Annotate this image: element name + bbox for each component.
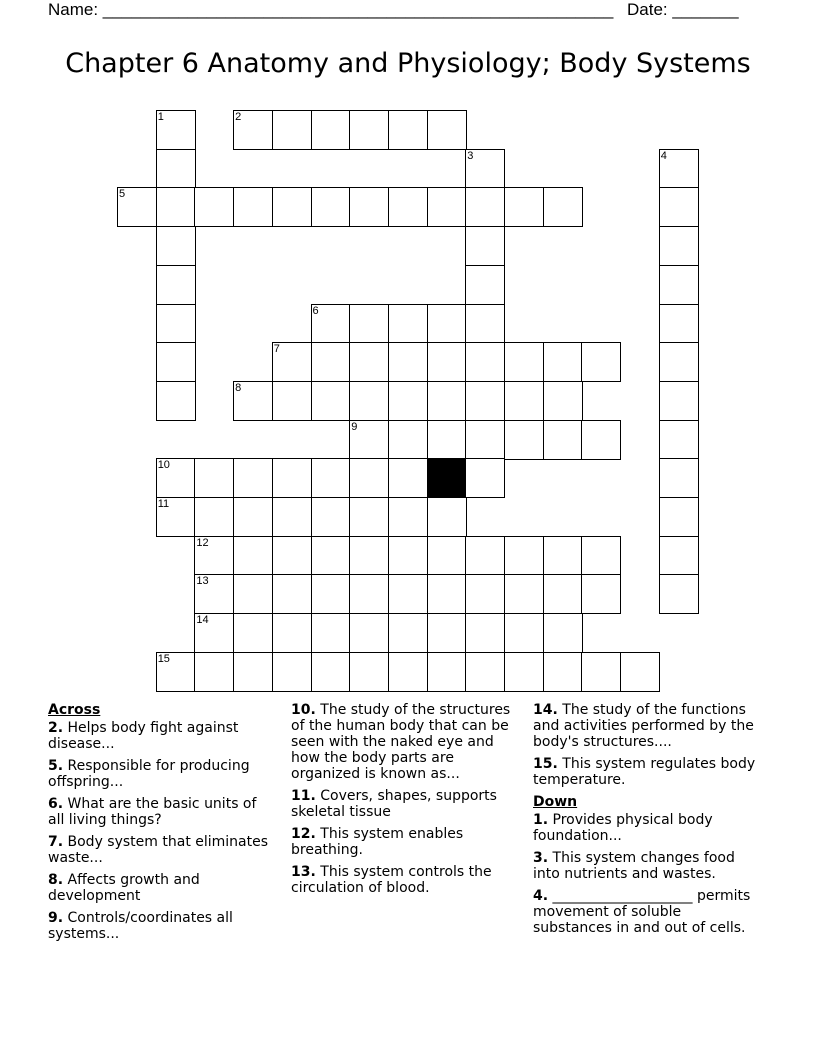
across-heading: Across [48, 702, 101, 718]
grid-cell[interactable] [581, 420, 621, 460]
grid-cell[interactable] [388, 420, 428, 460]
grid-cell[interactable] [581, 574, 621, 614]
grid-cell[interactable] [465, 574, 505, 614]
grid-cell[interactable] [659, 420, 699, 460]
grid-cell[interactable] [156, 226, 196, 266]
grid-cell[interactable] [349, 110, 389, 150]
grid-cell[interactable] [311, 652, 351, 692]
grid-cell[interactable] [388, 110, 428, 150]
grid-cell[interactable] [349, 304, 389, 344]
grid-cell[interactable] [427, 187, 467, 227]
clue-down-1: 1. Provides physical body foundation... [533, 812, 713, 844]
grid-cell[interactable] [233, 652, 273, 692]
grid-cell[interactable] [427, 497, 467, 537]
clue-number: 1 [157, 111, 164, 123]
grid-cell[interactable] [311, 110, 351, 150]
grid-cell[interactable] [349, 536, 389, 576]
grid-cell[interactable] [272, 497, 312, 537]
grid-cell[interactable] [311, 381, 351, 421]
grid-cell[interactable] [349, 652, 389, 692]
grid-cell[interactable] [194, 536, 234, 576]
grid-cell[interactable] [349, 381, 389, 421]
clue-down-3: 3. This system changes food into nutrients and wastes. [533, 850, 735, 882]
grid-cell[interactable] [349, 458, 389, 498]
grid-cell[interactable] [543, 536, 583, 576]
grid-cell[interactable] [465, 304, 505, 344]
grid-cell[interactable] [581, 342, 621, 382]
grid-cell[interactable] [465, 420, 505, 460]
grid-cell[interactable] [388, 497, 428, 537]
grid-cell[interactable] [349, 187, 389, 227]
grid-cell[interactable] [543, 652, 583, 692]
grid-cell[interactable] [349, 574, 389, 614]
grid-cell[interactable] [388, 381, 428, 421]
grid-cell[interactable] [233, 574, 273, 614]
grid-cell[interactable] [156, 110, 196, 150]
clue-column-2 [291, 702, 519, 902]
grid-cell[interactable] [465, 342, 505, 382]
grid-cell[interactable] [156, 497, 196, 537]
grid-cell[interactable] [272, 187, 312, 227]
grid-block [427, 458, 467, 498]
clue-across-9: 9. Controls/coordinates all systems... [48, 910, 233, 942]
grid-cell[interactable] [194, 187, 234, 227]
grid-cell[interactable] [465, 226, 505, 266]
grid-cell[interactable] [194, 574, 234, 614]
clue-across-13: 13. This system controls the circulation of blood. [291, 864, 492, 896]
grid-cell[interactable] [504, 342, 544, 382]
grid-cell[interactable] [504, 574, 544, 614]
clue-number: 7 [273, 343, 280, 356]
clue-column-3 [533, 702, 761, 942]
grid-cell[interactable] [388, 652, 428, 692]
grid-cell[interactable] [311, 613, 351, 653]
clue-across-14: 14. The study of the functions and activities performed by the body's structures.... [533, 702, 754, 750]
clue-number: 9 [351, 420, 358, 433]
grid-cell[interactable] [311, 304, 351, 344]
grid-cell[interactable] [272, 536, 312, 576]
grid-cell[interactable] [581, 536, 621, 576]
clue-number: 8 [235, 381, 242, 394]
grid-cell[interactable] [156, 187, 196, 227]
grid-cell[interactable] [659, 574, 699, 614]
grid-cell[interactable] [388, 304, 428, 344]
clue-across-15: 15. This system regulates body temperature. [533, 756, 756, 788]
clue-number: 10 [157, 459, 170, 472]
grid-cell[interactable] [194, 613, 234, 653]
grid-cell[interactable] [427, 652, 467, 692]
grid-cell[interactable] [659, 149, 699, 189]
grid-cell[interactable] [465, 265, 505, 305]
grid-cell[interactable] [543, 342, 583, 382]
grid-cell[interactable] [543, 574, 583, 614]
grid-cell[interactable] [543, 420, 583, 460]
grid-cell[interactable] [156, 265, 196, 305]
grid-cell[interactable] [349, 420, 389, 460]
grid-cell[interactable] [659, 342, 699, 382]
header [48, 0, 768, 20]
clue-across-10: 10. The study of the structures of the human body that can be seen with the naked eye and how the body parts are organized is known as... [291, 702, 511, 782]
grid-cell[interactable] [311, 342, 351, 382]
grid-cell[interactable] [659, 265, 699, 305]
grid-cell[interactable] [156, 342, 196, 382]
clue-across-6: 6. What are the basic units of all living things? [48, 796, 257, 828]
grid-cell[interactable] [581, 652, 621, 692]
clue-number: 3 [467, 149, 474, 162]
grid-cell[interactable] [233, 536, 273, 576]
grid-cell[interactable] [659, 304, 699, 344]
page-title: Chapter 6 Anatomy and Physiology; Body Systems [65, 48, 751, 79]
grid-cell[interactable] [117, 187, 157, 227]
grid-cell[interactable] [465, 149, 505, 189]
grid-cell[interactable] [272, 342, 312, 382]
grid-cell[interactable] [427, 420, 467, 460]
grid-cell[interactable] [543, 613, 583, 653]
grid-cell[interactable] [272, 574, 312, 614]
grid-cell[interactable] [465, 613, 505, 653]
grid-cell[interactable] [194, 652, 234, 692]
grid-cell[interactable] [272, 613, 312, 653]
grid-cell[interactable] [427, 574, 467, 614]
date-label: Date: _______ [627, 0, 739, 19]
grid-cell[interactable] [504, 381, 544, 421]
clue-number: 6 [312, 304, 319, 317]
grid-cell[interactable] [427, 381, 467, 421]
grid-cell[interactable] [427, 613, 467, 653]
grid-cell[interactable] [543, 187, 583, 227]
grid-cell[interactable] [659, 497, 699, 537]
clue-across-7: 7. Body system that eliminates waste... [48, 834, 269, 866]
grid-cell[interactable] [311, 458, 351, 498]
grid-cell[interactable] [659, 187, 699, 227]
grid-cell[interactable] [388, 574, 428, 614]
grid-cell[interactable] [465, 652, 505, 692]
grid-cell[interactable] [272, 458, 312, 498]
grid-cell[interactable] [388, 536, 428, 576]
grid-cell[interactable] [311, 536, 351, 576]
clue-across-11: 11. Covers, shapes, supports skeletal tissue [291, 788, 497, 820]
grid-cell[interactable] [388, 458, 428, 498]
clue-number: 12 [196, 536, 209, 549]
grid-cell[interactable] [427, 110, 467, 150]
grid-cell[interactable] [388, 187, 428, 227]
grid-cell[interactable] [233, 381, 273, 421]
clue-across-12: 12. This system enables breathing. [291, 826, 464, 858]
grid-cell[interactable] [311, 574, 351, 614]
grid-cell[interactable] [311, 187, 351, 227]
clue-across-8: 8. Affects growth and development [48, 872, 200, 904]
grid-cell[interactable] [349, 342, 389, 382]
grid-cell[interactable] [156, 149, 196, 189]
grid-cell[interactable] [659, 226, 699, 266]
clue-number: 15 [157, 652, 170, 665]
grid-cell[interactable] [233, 497, 273, 537]
grid-cell[interactable] [272, 381, 312, 421]
grid-cell[interactable] [427, 342, 467, 382]
clue-across-2: 2. Helps body fight against disease... [48, 720, 239, 752]
down-heading: Down [533, 794, 578, 810]
grid-cell[interactable] [272, 652, 312, 692]
grid-cell[interactable] [156, 458, 196, 498]
grid-cell[interactable] [504, 420, 544, 460]
clue-number: 4 [660, 149, 667, 162]
clue-number: 14 [196, 614, 209, 627]
clue-number: 2 [235, 111, 242, 123]
grid-cell[interactable] [659, 536, 699, 576]
grid-cell[interactable] [659, 381, 699, 421]
grid-cell[interactable] [194, 458, 234, 498]
clue-across-5: 5. Responsible for producing offspring... [48, 758, 250, 790]
grid-cell[interactable] [233, 187, 273, 227]
clue-number: 5 [119, 188, 126, 201]
clue-number: 13 [196, 575, 209, 588]
grid-cell[interactable] [427, 304, 467, 344]
grid-cell[interactable] [388, 342, 428, 382]
grid-cell[interactable] [504, 187, 544, 227]
clue-down-4: 4. ____________________ permits movement of soluble substances in and out of cells. [533, 888, 751, 936]
grid-cell[interactable] [349, 497, 389, 537]
grid-cell[interactable] [504, 652, 544, 692]
grid-cell[interactable] [156, 652, 196, 692]
grid-cell[interactable] [427, 536, 467, 576]
grid-cell[interactable] [465, 381, 505, 421]
grid-cell[interactable] [465, 536, 505, 576]
grid-cell[interactable] [233, 613, 273, 653]
grid-cell[interactable] [388, 613, 428, 653]
clue-number: 11 [157, 498, 170, 510]
grid-cell[interactable] [156, 304, 196, 344]
grid-cell[interactable] [156, 381, 196, 421]
grid-cell[interactable] [504, 613, 544, 653]
grid-cell[interactable] [620, 652, 660, 692]
name-label: Name: ______________________________________________________ [48, 0, 614, 19]
grid-cell[interactable] [233, 110, 273, 150]
grid-cell[interactable] [465, 187, 505, 227]
grid-cell[interactable] [311, 497, 351, 537]
grid-cell[interactable] [272, 110, 312, 150]
grid-cell[interactable] [504, 536, 544, 576]
grid-cell[interactable] [349, 613, 389, 653]
grid-cell[interactable] [233, 458, 273, 498]
grid-cell[interactable] [543, 381, 583, 421]
grid-cell[interactable] [465, 458, 505, 498]
grid-cell[interactable] [659, 458, 699, 498]
grid-cell[interactable] [194, 497, 234, 537]
clue-column-1 [48, 702, 276, 948]
